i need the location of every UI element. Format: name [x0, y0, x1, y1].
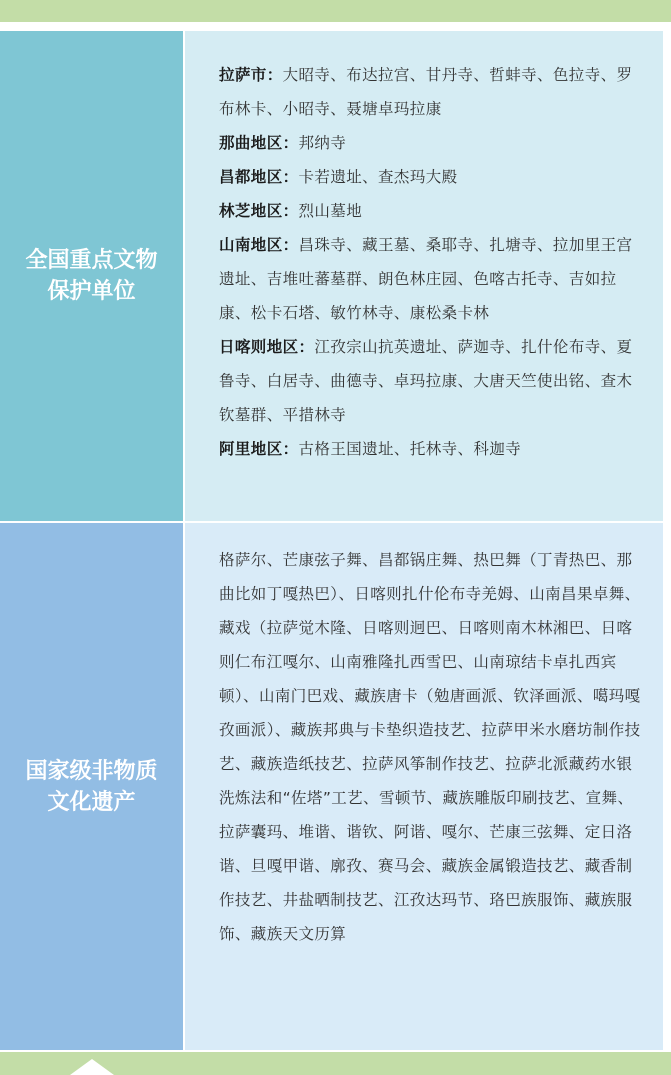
region-items: 江孜宗山抗英遗址、萨迦寺、扎什伦布寺、夏鲁寺、白居寺、曲德寺、卓玛拉康、大唐天竺使出铭、查木钦墓群、平措林寺	[219, 338, 633, 424]
region-name: 日喀则地区	[219, 338, 299, 356]
region-name: 昌都地区	[219, 168, 283, 186]
heritage-sites-label-line1: 全国重点文物	[25, 247, 158, 273]
region-separator: ：	[282, 440, 299, 458]
region-items: 古格王国遗址、托林寺、科迦寺	[298, 440, 522, 458]
region-entry-nyingchi	[219, 194, 641, 228]
intangible-heritage-section	[0, 523, 671, 1050]
intangible-heritage-content	[185, 523, 663, 1050]
top-decorative-band	[0, 0, 671, 22]
region-name: 那曲地区	[219, 134, 283, 152]
region-separator: ：	[282, 134, 299, 152]
region-items: 大昭寺、布达拉宫、甘丹寺、哲蚌寺、色拉寺、罗布林卡、小昭寺、聂塘卓玛拉康	[219, 66, 633, 118]
region-name: 拉萨市	[219, 66, 267, 84]
region-items: 烈山墓地	[298, 202, 363, 220]
intangible-heritage-label	[25, 756, 157, 818]
region-separator: ：	[282, 202, 299, 220]
region-entry-nagqu	[219, 126, 641, 160]
region-entry-ngari	[219, 432, 641, 466]
heritage-sites-section	[0, 31, 671, 521]
heritage-sites-content	[185, 31, 663, 521]
heritage-sites-label-cell	[0, 31, 183, 521]
heritage-sites-label-line2: 保护单位	[47, 278, 136, 304]
intangible-heritage-label-line1: 国家级非物质	[25, 757, 158, 784]
region-entry-qamdo	[219, 160, 641, 194]
region-items: 邦纳寺	[298, 134, 347, 152]
region-separator: ：	[298, 338, 315, 356]
region-items: 卡若遗址、查杰玛大殿	[298, 168, 458, 186]
region-entry-lhasa	[219, 58, 641, 126]
region-separator: ：	[282, 168, 299, 186]
region-name: 林芝地区	[219, 202, 283, 220]
region-separator: ：	[266, 66, 283, 84]
heritage-sites-label	[25, 245, 157, 307]
region-name: 阿里地区	[219, 440, 283, 458]
intangible-heritage-label-line2: 文化遗产	[47, 788, 136, 815]
region-entry-shigatse	[219, 330, 641, 432]
intangible-heritage-label-cell	[0, 523, 183, 1050]
intangible-heritage-text: 格萨尔、芒康弦子舞、昌都锅庄舞、热巴舞（丁青热巴、那曲比如丁嘎热巴）、日喀则扎什伦布寺羌姆、山南昌果卓舞、藏戏（拉萨觉木隆、日喀则迥巴、日喀则南木林湘巴、日喀则仁布江嘎尔、山南雅隆扎西雪巴、山南琼结卡卓扎西宾顿）、山南门巴戏、藏族唐卡（勉唐画派、钦泽画派、噶玛嘎孜画派）、藏族邦典与卡垫织造技艺、拉萨甲米水磨坊制作技艺、藏族造纸技艺、拉萨风筝制作技艺、拉萨北派藏药水银洗炼法和“佐塔”工艺、雪顿节、藏族雕版印刷技艺、宣舞、拉萨囊玛、堆谐、谐钦、阿谐、嘎尔、芒康三弦舞、定日洛谐、旦嘎甲谐、廓孜、赛马会、藏族金属锻造技艺、藏香制作技艺、井盐晒制技艺、江孜达玛节、珞巴族服饰、藏族服饰、藏族天文历算	[219, 551, 641, 943]
region-separator: ：	[282, 236, 299, 254]
triangle-tab-icon	[70, 1059, 114, 1075]
region-name: 山南地区	[219, 236, 283, 254]
region-items: 昌珠寺、藏王墓、桑耶寺、扎塘寺、拉加里王宫遗址、吉堆吐蕃墓群、朗色林庄园、色喀古托寺、吉如拉康、松卡石塔、敏竹林寺、康松桑卡林	[219, 236, 633, 322]
heritage-sites-list	[219, 58, 641, 466]
region-entry-shannan	[219, 228, 641, 330]
